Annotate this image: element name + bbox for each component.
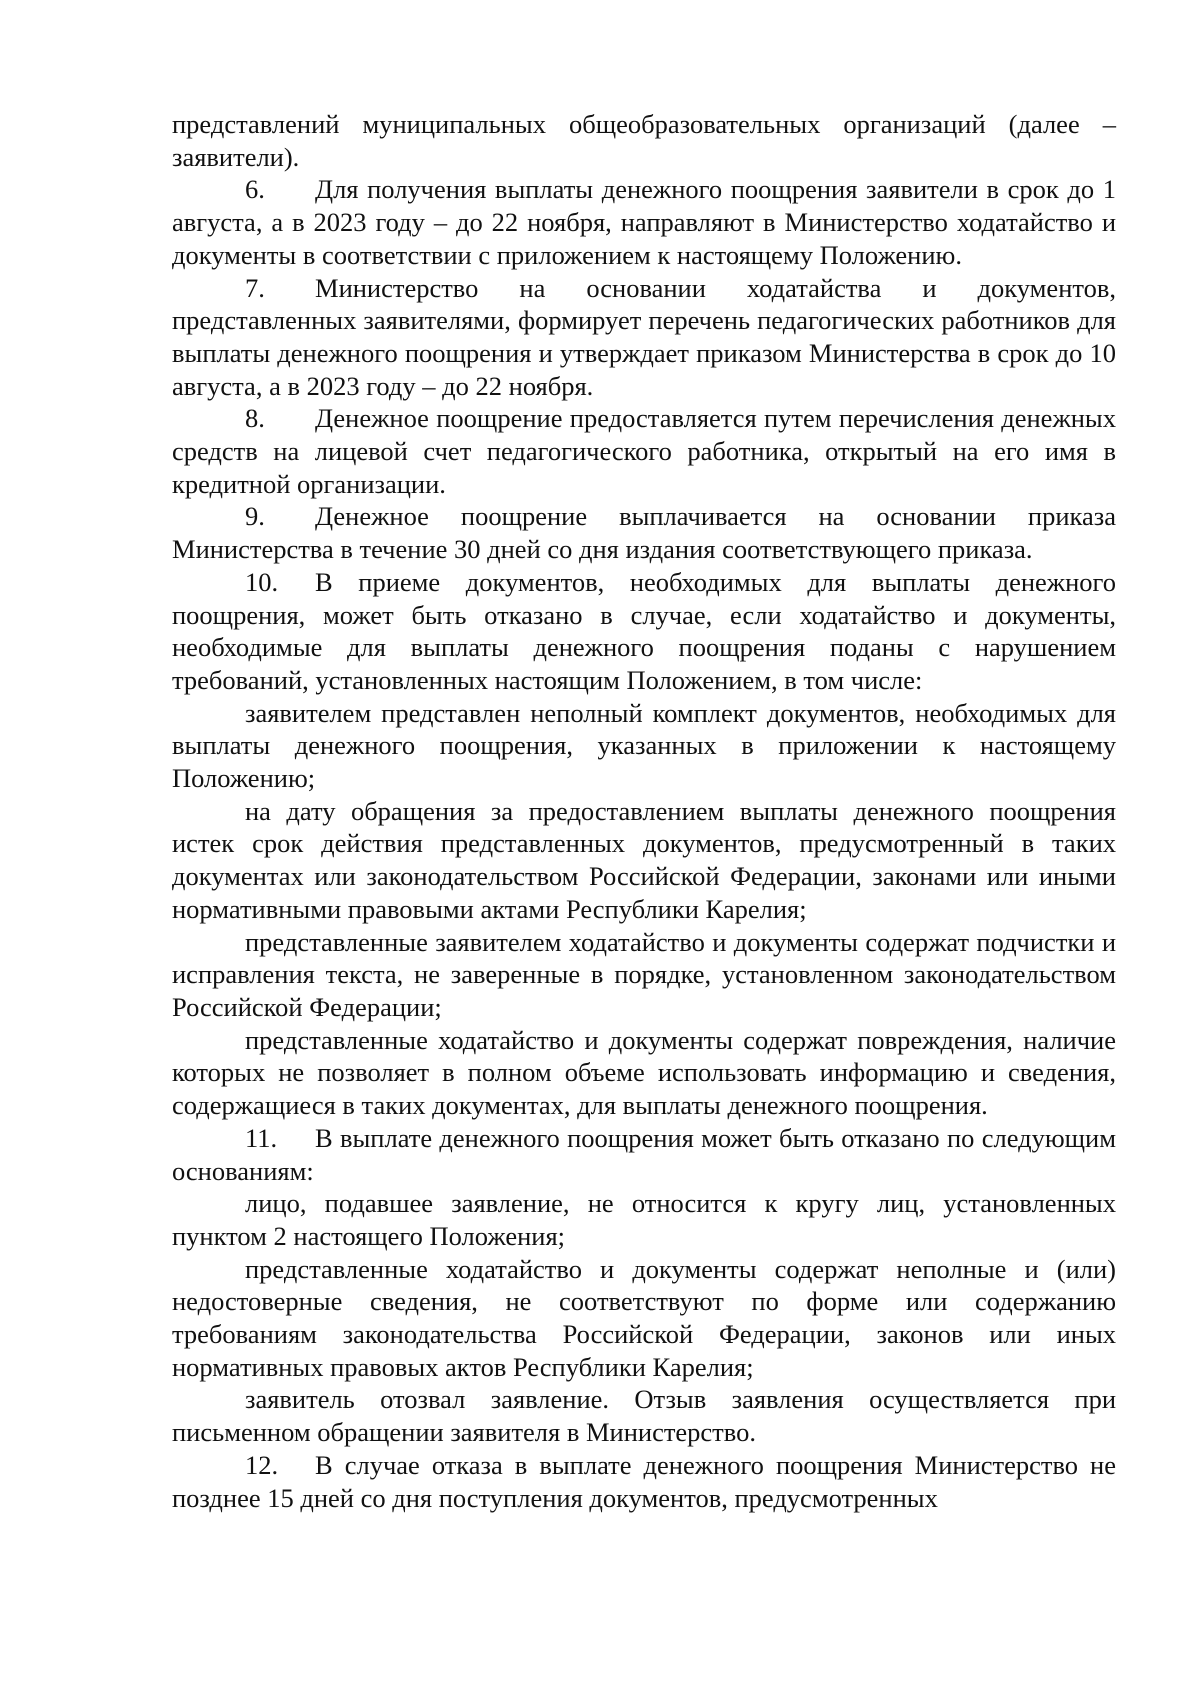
paragraph-text: Для получения выплаты денежного поощрения заявители в срок до 1 августа, а в 2023 году – до 22 ноября, направляют в Министерство ходатайство и документы в соответствии с приложением к настоящему Положению. [172, 174, 1116, 270]
sub-paragraph [172, 1024, 1116, 1122]
sub-paragraph [172, 795, 1116, 926]
numbered-paragraph [172, 1122, 1116, 1187]
sub-paragraph [172, 697, 1116, 795]
paragraph-text: представленные ходатайство и документы содержат повреждения, наличие которых не позволяет в полном объеме использовать информацию и сведения, содержащиеся в таких документах, для выплаты денежного поощрения. [172, 1024, 1116, 1121]
paragraph-text: В приеме документов, необходимых для выплаты денежного поощрения, может быть отказано в случае, если ходатайство и документы, необходимые для выплаты денежного поощрения поданы с нарушением требований, установленных настоящим Положением, в том числе: [172, 566, 1116, 695]
paragraph [172, 108, 1116, 173]
paragraph-number: 9. [245, 501, 265, 532]
paragraph-text: заявителем представлен неполный комплект документов, необходимых для выплаты денежного поощрения, указанных в приложении к настоящему Положению; [172, 697, 1116, 794]
numbered-paragraph [172, 173, 1116, 271]
sub-paragraph [172, 1187, 1116, 1252]
sub-paragraph [172, 1383, 1116, 1448]
sub-paragraph [172, 1253, 1116, 1384]
sub-paragraph [172, 926, 1116, 1024]
paragraph-text: Министерство на основании ходатайства и документов, представленных заявителями, формирует перечень педагогических работников для выплаты денежного поощрения и утверждает приказом Министерства в срок до 10 августа, а в 2023 году – до 22 ноября. [172, 272, 1116, 401]
paragraph-text: В случае отказа в выплате денежного поощрения Министерство не позднее 15 дней со дня поступления документов, предусмотренных [172, 1449, 1116, 1513]
numbered-paragraph [172, 500, 1116, 565]
paragraph-number: 8. [245, 403, 265, 434]
numbered-paragraph [172, 272, 1116, 403]
numbered-paragraph [172, 566, 1116, 697]
paragraph-number: 11. [245, 1122, 278, 1153]
document-body [172, 108, 1116, 1514]
paragraph-text: представленные ходатайство и документы содержат неполные и (или) недостоверные сведения, не соответствуют по форме или содержанию требованиям законодательства Российской Федерации, законов или иных нормативных правовых актов Республики Карелия; [172, 1253, 1116, 1382]
paragraph-text: представленные заявителем ходатайство и документы содержат подчистки и исправления текста, не заверенные в порядке, установленном законодательством Российской Федерации; [172, 926, 1116, 1022]
paragraph-text: заявитель отозвал заявление. Отзыв заявления осуществляется при письменном обращении заявителя в Министерство. [172, 1384, 1116, 1448]
paragraph-text: лицо, подавшее заявление, не относится к кругу лиц, установленных пунктом 2 настоящего Положения; [172, 1188, 1116, 1251]
paragraph-number: 7. [245, 272, 265, 303]
numbered-paragraph [172, 402, 1116, 500]
paragraph-text: на дату обращения за предоставлением выплаты денежного поощрения истек срок действия представленных документов, предусмотренный в таких документах или законодательством Российской Федерации, законами или иными нормативными правовыми актами Республики Карелия; [172, 795, 1116, 924]
paragraph-number: 12. [245, 1449, 279, 1480]
paragraph-text: В выплате денежного поощрения может быть отказано по следующим основаниям: [172, 1122, 1116, 1186]
paragraph-text: Денежное поощрение предоставляется путем перечисления денежных средств на лицевой счет педагогического работника, открытый на его имя в кредитной организации. [172, 403, 1116, 499]
paragraph-number: 6. [245, 174, 265, 205]
numbered-paragraph [172, 1449, 1116, 1514]
paragraph-text: представлений муниципальных общеобразовательных организаций (далее – заявители). [172, 109, 1116, 172]
paragraph-text: Денежное поощрение выплачивается на основании приказа Министерства в течение 30 дней со дня издания соответствующего приказа. [172, 501, 1116, 565]
paragraph-number: 10. [245, 566, 279, 597]
